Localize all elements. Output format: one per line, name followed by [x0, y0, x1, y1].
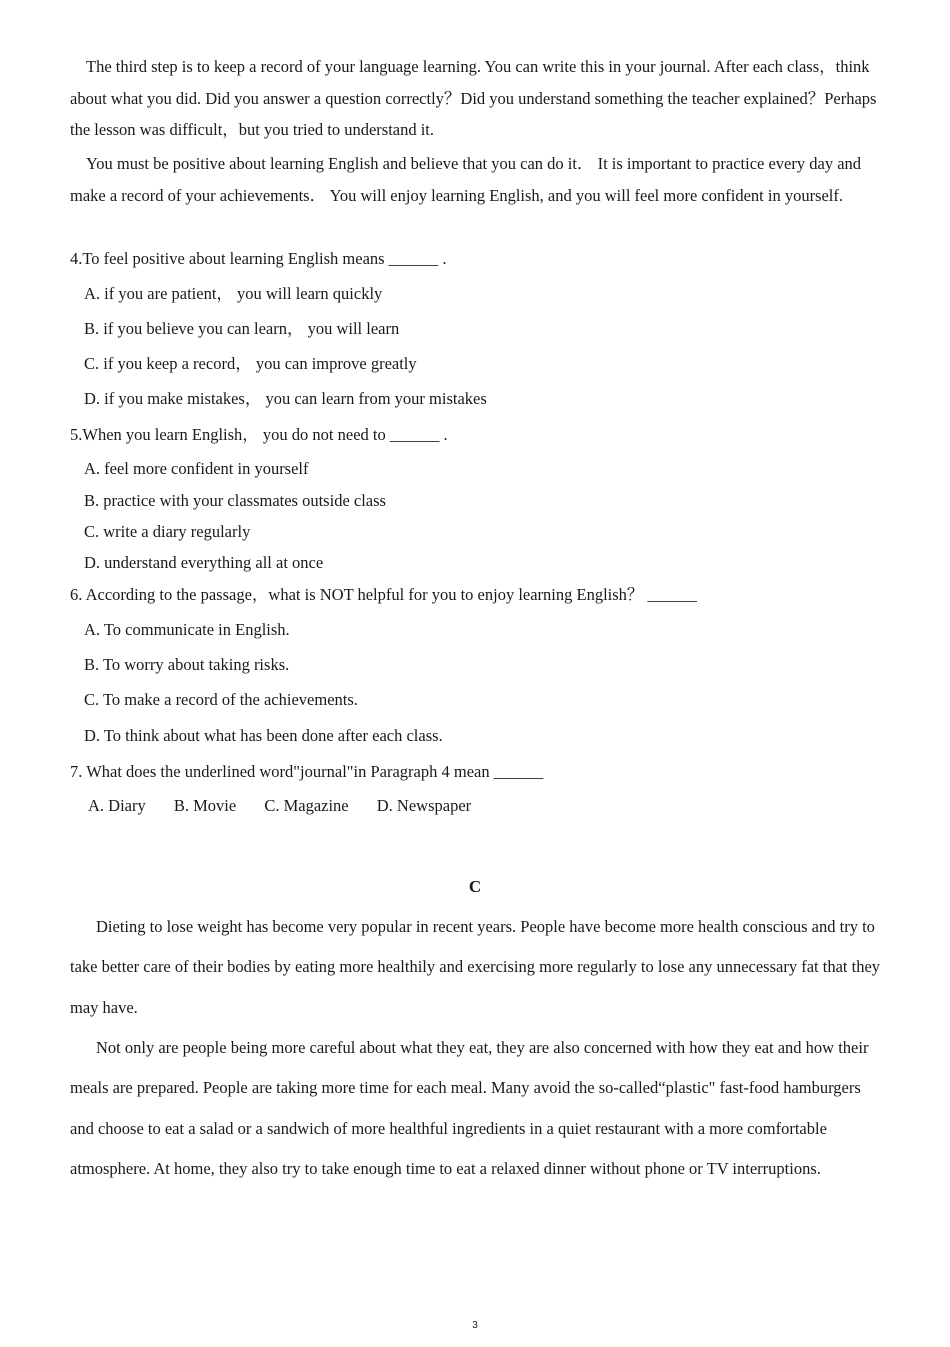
passage-c-paragraph-1 [70, 907, 885, 1028]
question-6-stem: 6. According to the passage，what is NOT helpful for you to enjoy learning English？ ______ [70, 585, 698, 604]
question-5-option-c: C. write a diary regularly [84, 522, 251, 541]
passage-b-paragraph-4 [70, 148, 885, 211]
question-6-option-d: D. To think about what has been done after each class. [84, 726, 443, 745]
question-5-option-b: B. practice with your classmates outside class [84, 491, 386, 510]
passage-b-paragraph-3 [70, 51, 885, 146]
question-5-option-d: D. understand everything all at once [84, 553, 324, 572]
section-c-heading: C [468, 877, 482, 896]
question-6-option-b: B. To worry about taking risks. [84, 655, 290, 674]
question-5-stem: 5.When you learn English， you do not need to ______ . [70, 425, 448, 444]
paragraph-text: The third step is to keep a record of your language learning. You can write this in your journal. After each class，think about what you did. Did you answer a question correctly？Did you understand something the teacher explained？Perhaps the lesson was difficult，but you tried to understand it. [70, 57, 877, 139]
question-7-options [88, 795, 495, 817]
page-number: 3 [472, 1320, 478, 1331]
question-7-option-b: B. Movie [173, 796, 237, 815]
passage-c-paragraph-2 [70, 1028, 885, 1189]
question-7-option-c: C. Magazine [264, 796, 349, 815]
question-7-option-d: D. Newspaper [376, 796, 472, 815]
question-5-option-a: A. feel more confident in yourself [84, 459, 309, 478]
question-4-option-c: C. if you keep a record， you can improve greatly [84, 354, 417, 373]
question-6-option-a: A. To communicate in English. [84, 620, 290, 639]
paragraph-text: You must be positive about learning English and believe that you can do it． It is important to practice every day and make a record of your achievements． You will enjoy learning English, and you will feel more confident in yourself. [70, 154, 862, 205]
question-7-stem: 7. What does the underlined word"journal"in Paragraph 4 mean ______ [70, 762, 544, 781]
question-4-option-b: B. if you believe you can learn， you will learn [84, 319, 400, 338]
question-4-option-d: D. if you make mistakes， you can learn from your mistakes [84, 389, 487, 408]
question-6-option-c: C. To make a record of the achievements. [84, 690, 358, 709]
paragraph-text: Not only are people being more careful about what they eat, they are also concerned with how they eat and how their meals are prepared. People are taking more time for each meal. Many avoid the so-called“plastic" fast-food hamburgers and choose to eat a salad or a sandwich of more healthful ingredients in a quiet restaurant with a more comfortable atmosphere. At home, they also try to take enough time to eat a relaxed dinner without phone or TV interruptions. [70, 1038, 869, 1178]
question-4-stem: 4.To feel positive about learning English means ______ . [70, 249, 447, 268]
paragraph-text: Dieting to lose weight has become very popular in recent years. People have become more health conscious and try to take better care of their bodies by eating more healthily and exercising more regularly to lose any unnecessary fat that they may have. [70, 917, 881, 1017]
question-4-option-a: A. if you are patient， you will learn quickly [84, 284, 383, 303]
question-7-option-a: A. Diary [88, 796, 146, 815]
